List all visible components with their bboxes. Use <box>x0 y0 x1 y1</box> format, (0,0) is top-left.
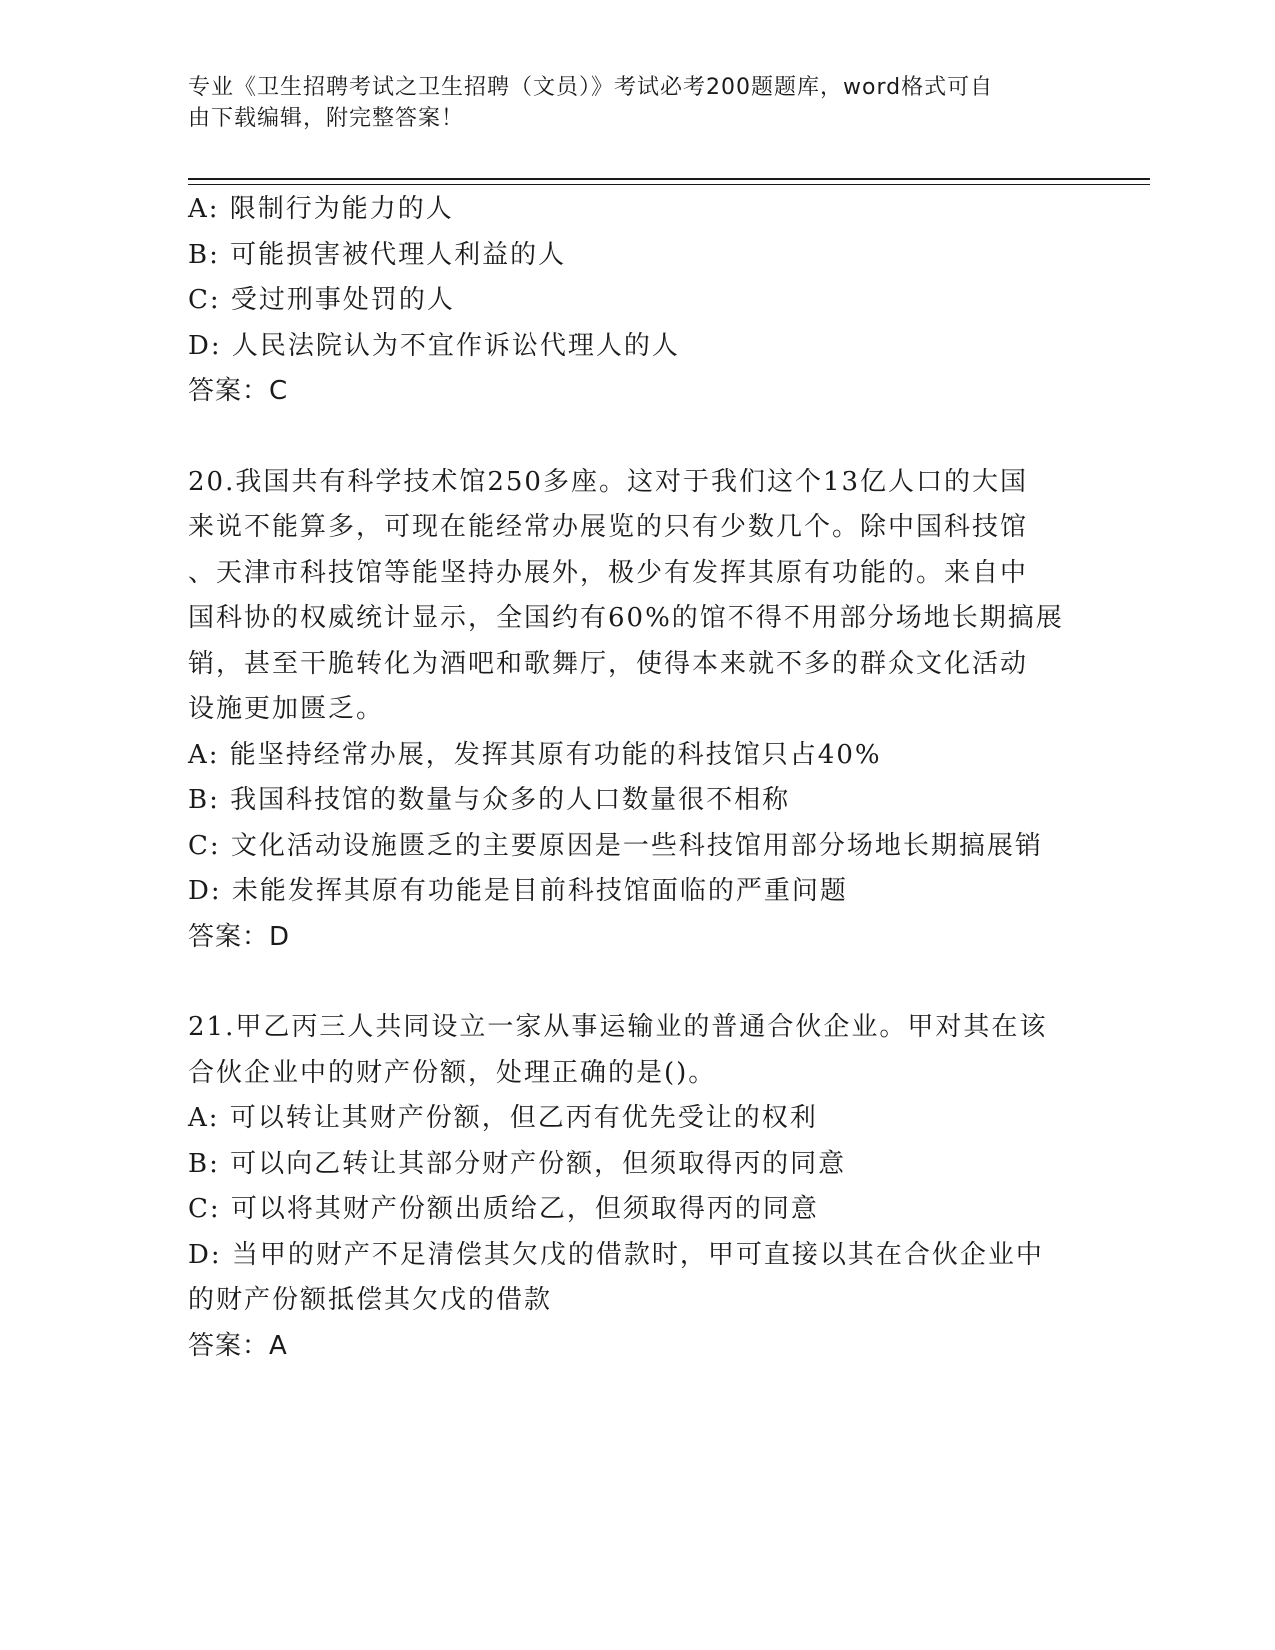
option-d: D: 人民法院认为不宜作诉讼代理人的人 <box>188 330 680 361</box>
question-stem-line: 设施更加匮乏。 <box>188 694 385 724</box>
header-divider-thin <box>188 184 1150 185</box>
header-line-1: 专业《卫生招聘考试之卫生招聘（文员）》考试必考200题题库，word格式可自 <box>188 75 994 100</box>
option-a: A: 限制行为能力的人 <box>188 194 454 224</box>
question-stem-line: 国科协的权威统计显示，全国约有60%的馆不得不用部分场地长期搞展 <box>188 603 1064 633</box>
question-stem-line: 来说不能算多，可现在能经常办展览的只有少数几个。除中国科技馆 <box>188 512 1029 542</box>
question-21 <box>188 1005 1088 1369</box>
question-stem-line: 销，甚至干脆转化为酒吧和歌舞厅，使得本来就不多的群众文化活动 <box>188 648 1029 679</box>
question-stem-line: 、天津市科技馆等能坚持办展外，极少有发挥其原有功能的。来自中 <box>188 557 1029 588</box>
option-a: A: 能坚持经常办展，发挥其原有功能的科技馆只占40% <box>188 739 882 770</box>
option-c: C: 文化活动设施匮乏的主要原因是一些科技馆用部分场地长期搞展销 <box>188 830 1043 861</box>
answer: 答案：C <box>188 376 289 406</box>
option-a: A: 可以转让其财产份额，但乙丙有优先受让的权利 <box>188 1103 818 1133</box>
option-d-line: 的财产份额抵偿其欠戊的借款 <box>188 1285 553 1315</box>
answer: 答案：A <box>188 1330 288 1361</box>
option-b: B: 可以向乙转让其部分财产份额，但须取得丙的同意 <box>188 1148 847 1179</box>
spacer <box>188 415 1088 460</box>
option-c: C: 受过刑事处罚的人 <box>188 285 455 315</box>
option-c: C: 可以将其财产份额出质给乙，但须取得丙的同意 <box>188 1194 819 1224</box>
option-d: D: 未能发挥其原有功能是目前科技馆面临的严重问题 <box>188 876 848 906</box>
question-stem-line: 合伙企业中的财产份额，处理正确的是()。 <box>188 1057 717 1088</box>
option-b: B: 可能损害被代理人利益的人 <box>188 239 567 270</box>
option-b: B: 我国科技馆的数量与众多的人口数量很不相称 <box>188 785 791 815</box>
question-20 <box>188 460 1088 961</box>
header-divider-thick <box>188 178 1150 180</box>
answer: 答案：D <box>188 921 291 952</box>
document-header <box>188 72 1088 134</box>
question-stem-line: 21.甲乙丙三人共同设立一家从事运输业的普通合伙企业。甲对其在该 <box>188 1012 1048 1042</box>
spacer <box>188 960 1088 1005</box>
option-d-line: D: 当甲的财产不足清偿其欠戊的借款时，甲可直接以其在合伙企业中 <box>188 1239 1044 1270</box>
document-body <box>188 187 1088 1369</box>
question-19 <box>188 187 1088 415</box>
question-stem-line: 20.我国共有科学技术馆250多座。这对于我们这个13亿人口的大国 <box>188 466 1029 497</box>
header-line-2: 由下载编辑，附完整答案！ <box>188 106 465 131</box>
